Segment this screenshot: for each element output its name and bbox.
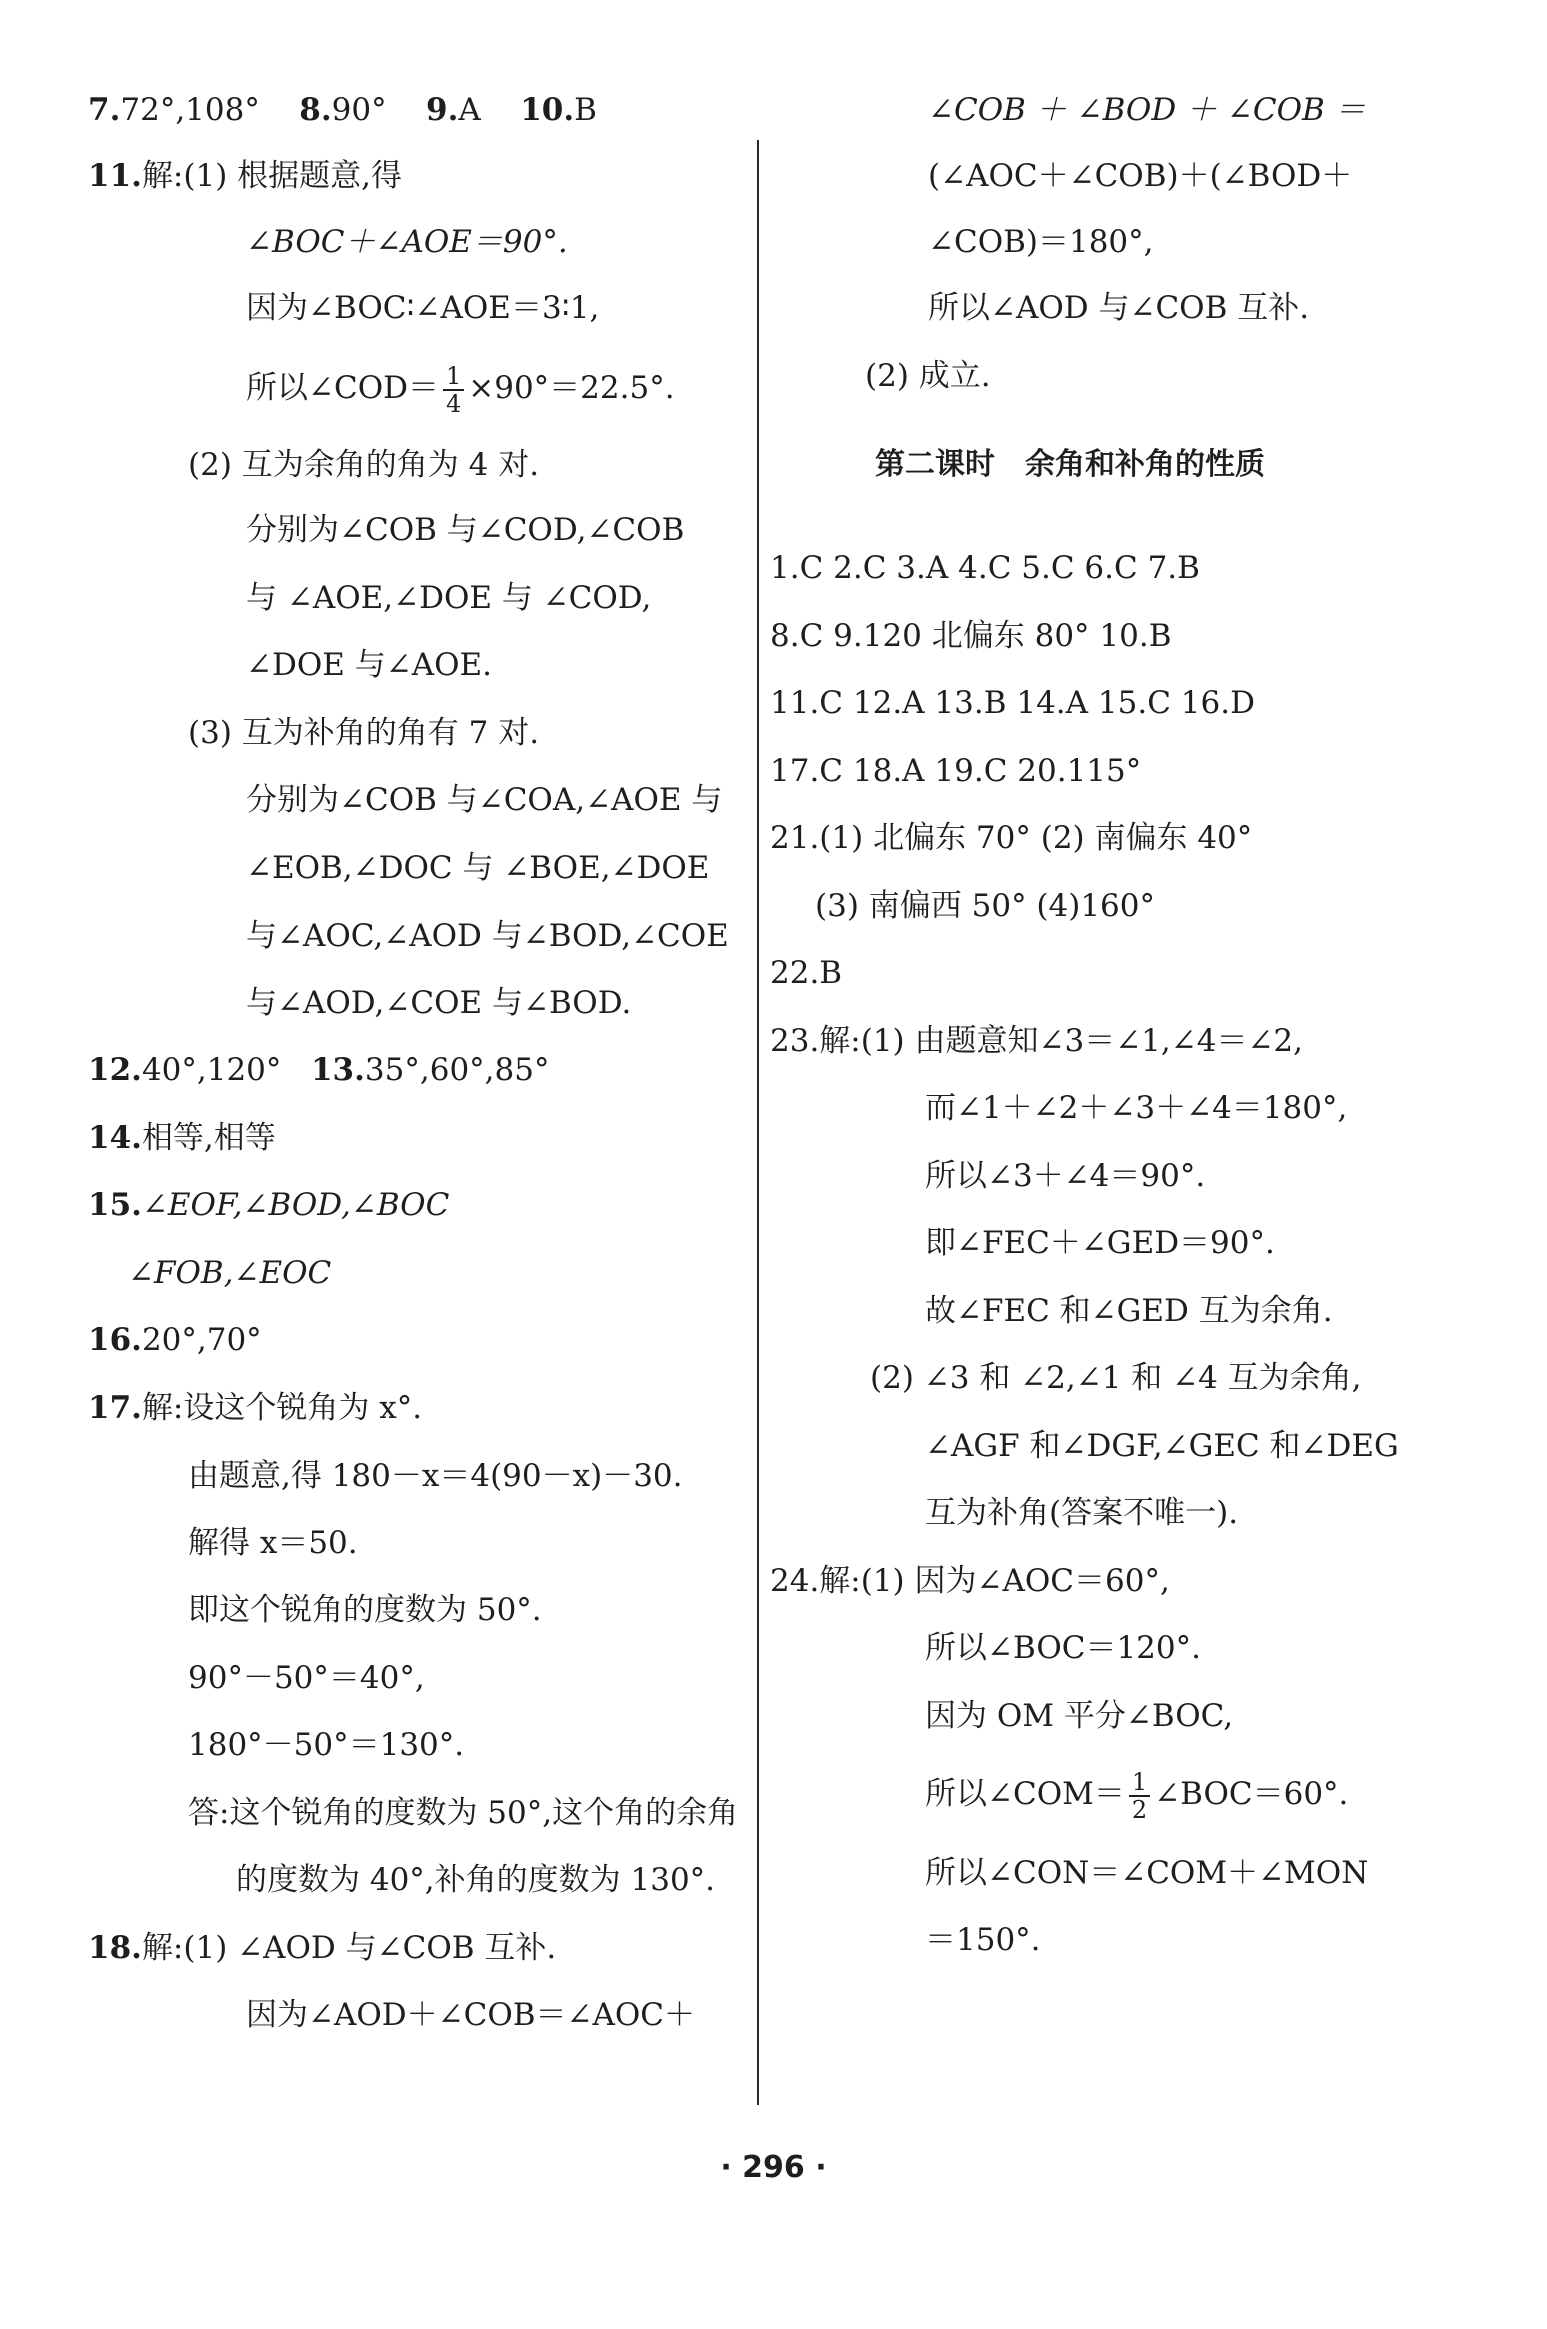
- answer-line: 18.解:(1) ∠AOD 与∠COB 互补.: [88, 1930, 557, 1966]
- answer-line: 12.40°,120° 13.35°,60°,85°: [88, 1052, 550, 1088]
- answer-line: 与 ∠AOE,∠DOE 与 ∠COD,: [246, 580, 652, 616]
- answer-line: 所以∠3＋∠4＝90°.: [925, 1158, 1206, 1194]
- answer-line: 17.解:设这个锐角为 x°.: [88, 1390, 423, 1426]
- answer-line: 解得 x＝50.: [188, 1525, 358, 1561]
- answer-line: 与∠AOD,∠COE 与∠BOD.: [246, 985, 632, 1021]
- answer-line: 180°－50°＝130°.: [188, 1727, 465, 1763]
- answer-line: 所以∠COM＝ $\frac{1}{2}$ ∠BOC＝60°.: [925, 1767, 1349, 1824]
- answer-line: 的度数为 40°,补角的度数为 130°.: [236, 1862, 716, 1898]
- answer-line: 16.20°,70°: [88, 1322, 262, 1358]
- answer-line: 所以∠CON＝∠COM＋∠MON: [925, 1855, 1369, 1891]
- answer-line: 因为 OM 平分∠BOC,: [925, 1698, 1234, 1734]
- answer-line: 所以∠COD＝ $\frac{1}{4}$ ×90°＝22.5°.: [246, 361, 675, 418]
- answer-line: 21.(1) 北偏东 70° (2) 南偏东 40°: [770, 820, 1253, 856]
- answer-line: ∠COB)＝180°,: [928, 224, 1154, 260]
- answer-line: 1.C 2.C 3.A 4.C 5.C 6.C 7.B: [770, 550, 1200, 586]
- answer-line: 15.∠EOF,∠BOD,∠BOC: [88, 1187, 450, 1223]
- answer-line: ＝150°.: [925, 1922, 1041, 1958]
- answer-line: 所以∠AOD 与∠COB 互补.: [928, 290, 1310, 326]
- answer-line: 因为∠BOC∶∠AOE＝3∶1,: [246, 290, 600, 326]
- answer-line: 24.解:(1) 因为∠AOC＝60°,: [770, 1563, 1170, 1599]
- answer-line: 17.C 18.A 19.C 20.115°: [770, 753, 1142, 789]
- answer-line: 90°－50°＝40°,: [188, 1660, 425, 1696]
- answer-line: 23.解:(1) 由题意知∠3＝∠1,∠4＝∠2,: [770, 1023, 1304, 1059]
- answer-line: 11.解:(1) 根据题意,得: [88, 158, 403, 194]
- answer-line: 7.72°,108° 8.90° 9.A 10.B: [88, 92, 597, 128]
- answer-line: ∠FOB,∠EOC: [128, 1255, 332, 1291]
- answer-line: (∠AOC＋∠COB)＋(∠BOD＋: [928, 158, 1353, 194]
- answer-line: 与∠AOC,∠AOD 与∠BOD,∠COE: [246, 918, 729, 954]
- answer-line: 而∠1＋∠2＋∠3＋∠4＝180°,: [925, 1090, 1348, 1126]
- answer-line: 即这个锐角的度数为 50°.: [188, 1592, 542, 1628]
- answer-line: 分别为∠COB 与∠COD,∠COB: [246, 512, 685, 548]
- answer-line: 因为∠AOD＋∠COB＝∠AOC＋: [246, 1997, 696, 2033]
- answer-line: 即∠FEC＋∠GED＝90°.: [925, 1225, 1275, 1261]
- answer-line: (2) 互为余角的角为 4 对.: [188, 447, 540, 483]
- answer-line: ∠EOB,∠DOC 与 ∠BOE,∠DOE: [246, 850, 710, 886]
- answer-line: 22.B: [770, 955, 843, 991]
- answer-line: ∠DOE 与∠AOE.: [246, 647, 492, 683]
- answer-line: (3) 互为补角的角有 7 对.: [188, 715, 540, 751]
- fraction: $\frac{1}{2}$: [1129, 1769, 1150, 1823]
- page-number: · 296 ·: [720, 2150, 827, 2185]
- answer-line: 14.相等,相等: [88, 1120, 276, 1156]
- answer-line: (3) 南偏西 50° (4)160°: [815, 888, 1156, 924]
- answer-line: ∠BOC＋∠AOE＝90°.: [246, 224, 568, 260]
- answer-line: 11.C 12.A 13.B 14.A 15.C 16.D: [770, 685, 1255, 721]
- answer-line: ∠COB ＋ ∠BOD ＋ ∠COB ＝: [928, 92, 1366, 128]
- answer-line: 答:这个锐角的度数为 50°,这个角的余角: [188, 1795, 739, 1831]
- answer-line: 分别为∠COB 与∠COA,∠AOE 与: [246, 782, 723, 818]
- answer-line: (2) ∠3 和 ∠2,∠1 和 ∠4 互为余角,: [870, 1360, 1362, 1396]
- column-divider: [757, 140, 759, 2105]
- answer-line: (2) 成立.: [865, 358, 991, 394]
- answer-line: 8.C 9.120 北偏东 80° 10.B: [770, 618, 1172, 654]
- answer-line: 由题意,得 180－x＝4(90－x)－30.: [188, 1458, 683, 1494]
- answer-line: 互为补角(答案不唯一).: [925, 1495, 1239, 1531]
- fraction: $\frac{1}{4}$: [443, 363, 464, 417]
- answer-line: 所以∠BOC＝120°.: [925, 1630, 1201, 1666]
- section-heading: 第二课时 余角和补角的性质: [875, 447, 1265, 482]
- answer-line: ∠AGF 和∠DGF,∠GEC 和∠DEG: [925, 1428, 1399, 1464]
- answer-line: 故∠FEC 和∠GED 互为余角.: [925, 1293, 1333, 1329]
